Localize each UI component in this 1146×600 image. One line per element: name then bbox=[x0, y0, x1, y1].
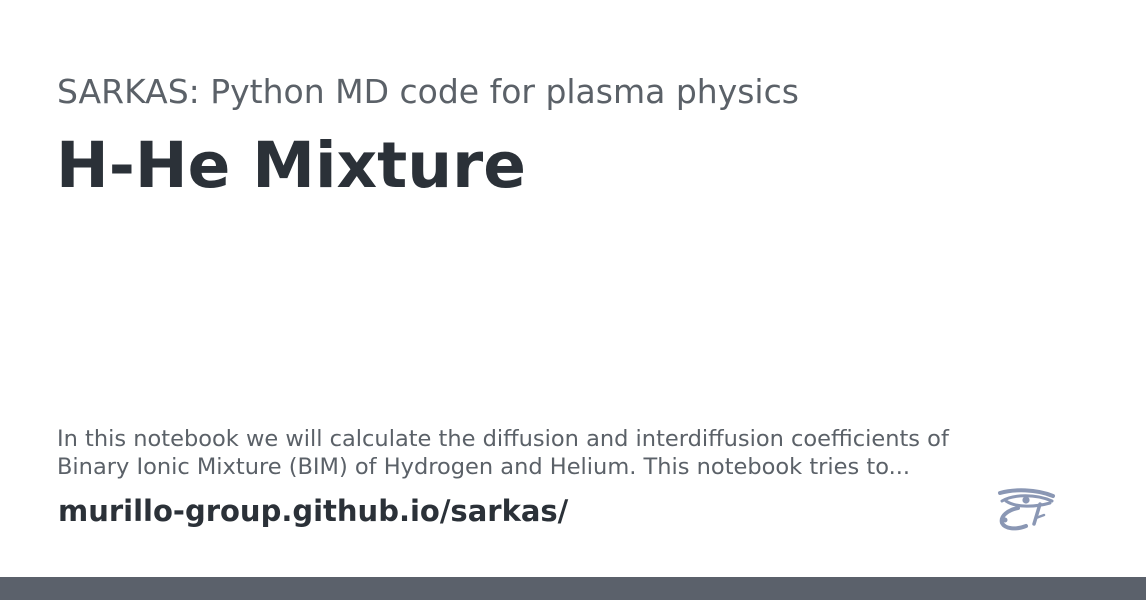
site-name: SARKAS: Python MD code for plasma physics bbox=[57, 72, 799, 111]
page-description: In this notebook we will calculate the diffusion and interdiffusion coefficients of Binary Ionic Mixture (BIM) of Hydrogen and Helium. This notebook tries to... bbox=[57, 426, 949, 480]
page-title: H-He Mixture bbox=[56, 129, 526, 202]
site-url[interactable]: murillo-group.github.io/sarkas/ bbox=[58, 494, 569, 528]
eye-of-horus-icon bbox=[996, 488, 1056, 532]
bottom-bar bbox=[0, 577, 1146, 600]
